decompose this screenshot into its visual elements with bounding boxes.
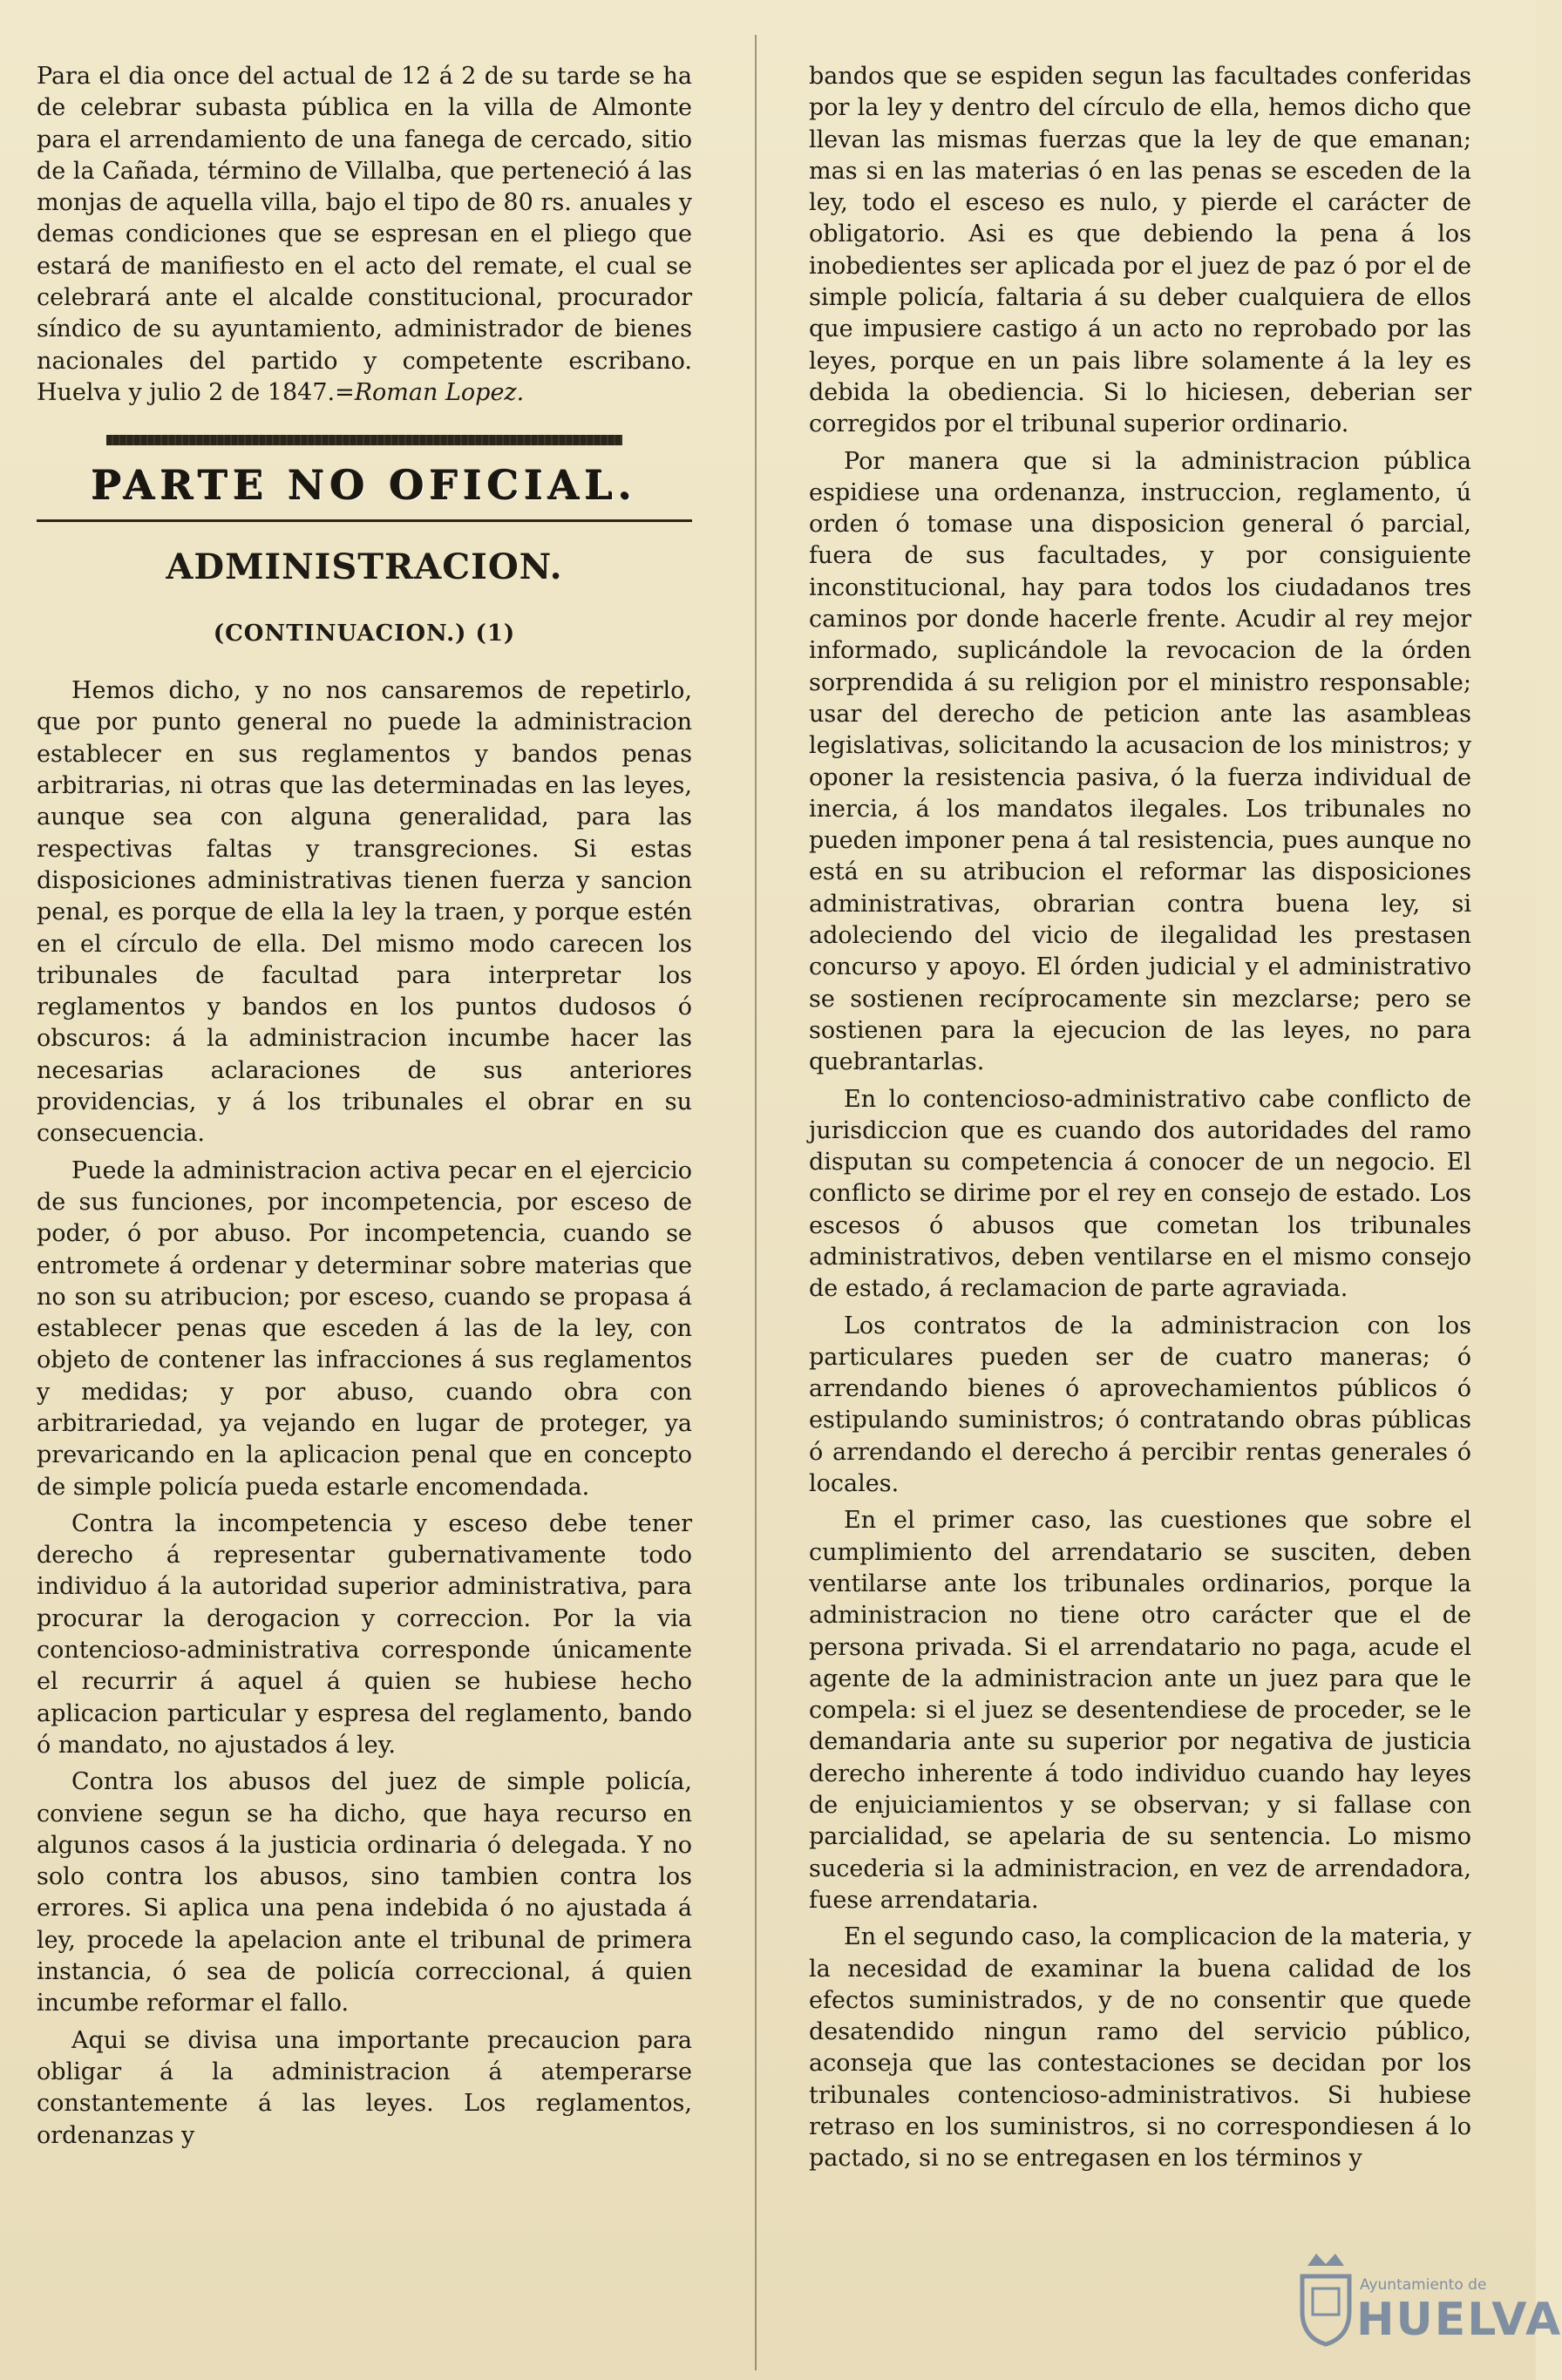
article-subheading: (CONTINUACION.) (1): [213, 620, 516, 647]
article-paragraph: bandos que se espiden segun las facultades conferidas por la ley y dentro del círculo de ella, hemos dicho que llevan las mismas fuerzas que la ley de que emanan; mas si en las materias ó en las penas se esceden de la ley, todo el esceso es nulo, y pierde el carácter de obligatorio. Asi es que debiendo la pena á los inobedientes ser aplicada por el juez de paz ó por el de simple policía, faltaria á su deber cualquiera de ellos que impusiere castigo á un acto no reprobado por las leyes, porque en un pais libre solamente á la ley es debida la obediencia. Si lo hiciesen, deberian ser corregidos por el tribunal superior ordinario.: [809, 63, 1471, 438]
article-heading: ADMINISTRACION.: [166, 546, 563, 587]
article-paragraph: En el primer caso, las cuestiones que sobre el cumplimiento del arrendatario se susciten, deben ventilarse ante los tribunales ordinarios, porque la administracion no tiene otro carácter que el de persona privada. Si el arrendatario no paga, acude el agente de la administracion ante un juez para que le compela: si el juez se desentendiese de proceder, se le demandaria ante su superior por negativa de justicia derecho inherente á todo individuo cuando hay leyes de enjuiciamientos y se observan; y si fallase con parcialidad, se apelaria de su sentencia. Lo mismo sucederia si la administracion, en vez de arrendadora, fuese arrendataria.: [809, 1507, 1471, 1914]
left-column: [37, 61, 692, 2157]
article-paragraph: Por manera que si la administracion pública espidiese una ordenanza, instruccion, reglamento, ú orden ó tomase una disposicion general ó parcial, fuera de sus facultades, y por consiguiente inconstitucional, hay para todos los ciudadanos tres caminos por donde hacerle frente. Acudir al rey mejor informado, suplicándole la revocacion de la órden sorprendida á su religion por el ministro responsable; usar del derecho de peticion ante las asambleas legislativas, solicitando la acusacion de los ministros; y oponer la resistencia pasiva, ó la fuerza individual de inercia, á los mandatos ilegales. Los tribunales no pueden imponer pena á tal resistencia, pues aunque no está en su atribucion el reformar las disposiciones administrativas, obrarian contra buena ley, si adoleciendo del vicio de ilegalidad les prestasen concurso y apoyo. El órden judicial y el administrativo se sostienen recíprocamente sin mezclarse; pero se sostienen para la ejecucion de las leyes, no para quebrantarlas.: [809, 447, 1472, 1076]
article-paragraph: Aqui se divisa una importante precaucion para obligar á la administracion á atemperarse constantemente á las leyes. Los reglamentos, ordenanzas y: [37, 2026, 692, 2149]
ayuntamiento-huelva-watermark: [1295, 2250, 1562, 2355]
section-banner: PARTE NO OFICIAL.: [91, 462, 638, 510]
auction-signature: Roman Lopez.: [354, 378, 525, 406]
section-separator-rule: [106, 435, 622, 445]
article-paragraph: Contra la incompetencia y esceso debe tener derecho á representar gubernativamente todo individuo á la autoridad superior administrativa, para procurar la derogacion y correccion. Por la via contencioso-administrativa corresponde únicamente el recurrir á aquel á quien se hubiese hecho aplicacion particular y espresa del reglamento, bando ó mandato, no ajustados á ley.: [37, 1509, 692, 1759]
coat-of-arms-icon: [1295, 2250, 1356, 2346]
article-paragraph: En el segundo caso, la complicacion de la materia, y la necesidad de examinar la buena calidad de los efectos suministrados, y de no consentir que quede desatendido ningun ramo del servicio público, aconseja que las contestaciones se decidan por los tribunales contencioso-administrativos. Si hubiese retraso en los suministros, si no correspondiesen á lo pactado, si no se entregasen en los términos y: [809, 1923, 1471, 2173]
right-column: [809, 61, 1471, 2180]
watermark-small-text: Ayuntamiento de: [1360, 2276, 1487, 2294]
article-paragraph: Los contratos de la administracion con los particulares pueden ser de cuatro maneras; ó arrendando bienes ó aprovechamientos públicos ó estipulando suministros; ó contratando obras públicas ó arrendando el derecho á percibir rentas generales ó locales.: [809, 1312, 1471, 1498]
column-divider: [755, 35, 757, 2370]
article-paragraph: Puede la administracion activa pecar en el ejercicio de sus funciones, por incompetencia, por esceso de poder, ó por abuso. Por incompetencia, cuando se entromete á ordenar y determinar sobre materias que no son su atribucion; por esceso, cuando se propasa á establecer penas que esceden á las de la ley, con objeto de contener las infracciones á sus reglamentos y medidas; y por abuso, cuando obra con arbitrariedad, ya vejando en lugar de proteger, ya prevaricando en la aplicacion penal que en concepto de simple policía pueda estarle encomendada.: [37, 1156, 692, 1501]
auction-notice-text: Para el dia once del actual de 12 á 2 de su tarde se ha de celebrar subasta pública en la villa de Almonte para el arrendamiento de una fanega de cercado, sitio de la Cañada, término de Villalba, que perteneció á las monjas de aquella villa, bajo el tipo de 80 rs. anuales y demas condiciones que se espresan en el pliego que estará de manifiesto en el acto del remate, el cual se celebrará ante el alcalde constitucional, procurador síndico de su ayuntamiento, administrador de bienes nacionales del partido y competente escribano. Huelva y julio 2 de 1847.=: [37, 63, 692, 406]
watermark-big-text: HUELVA: [1356, 2294, 1562, 2346]
section-banner-underline: [37, 519, 692, 522]
article-paragraph: Hemos dicho, y no nos cansaremos de repetirlo, que por punto general no puede la administracion establecer en sus reglamentos y bandos penas arbitrarias, ni otras que las determinadas en las leyes, aunque sea con alguna generalidad, para las respectivas faltas y transgreciones. Si estas disposiciones administrativas tienen fuerza y sancion penal, es porque de ella la ley la traen, y porque estén en el círculo de ella. Del mismo modo carecen los tribunales de facultad para interpretar los reglamentos y bandos en los puntos dudosos ó obscuros: á la administracion incumbe hacer las necesarias aclaraciones de sus anteriores providencias, y á los tribunales el obrar en su consecuencia.: [37, 677, 692, 1148]
article-paragraph: En lo contencioso-administrativo cabe conflicto de jurisdiccion que es cuando dos autoridades del ramo disputan su competencia á conocer de un negocio. El conflicto se dirime por el rey en consejo de estado. Los escesos ó abusos que cometan los tribunales administrativos, deben ventilarse en el mismo consejo de estado, á reclamacion de parte agraviada.: [809, 1085, 1471, 1303]
auction-notice: [37, 61, 692, 409]
article-paragraph: Contra los abusos del juez de simple policía, conviene segun se ha dicho, que haya recurso en algunos casos á la justicia ordinaria ó delegada. Y no solo contra los abusos, sino tambien contra los errores. Si aplica una pena indebida ó no ajustada á ley, procede la apelacion ante el tribunal de primera instancia, ó sea de policía correccional, á quien incumbe reformar el fallo.: [37, 1768, 692, 2017]
